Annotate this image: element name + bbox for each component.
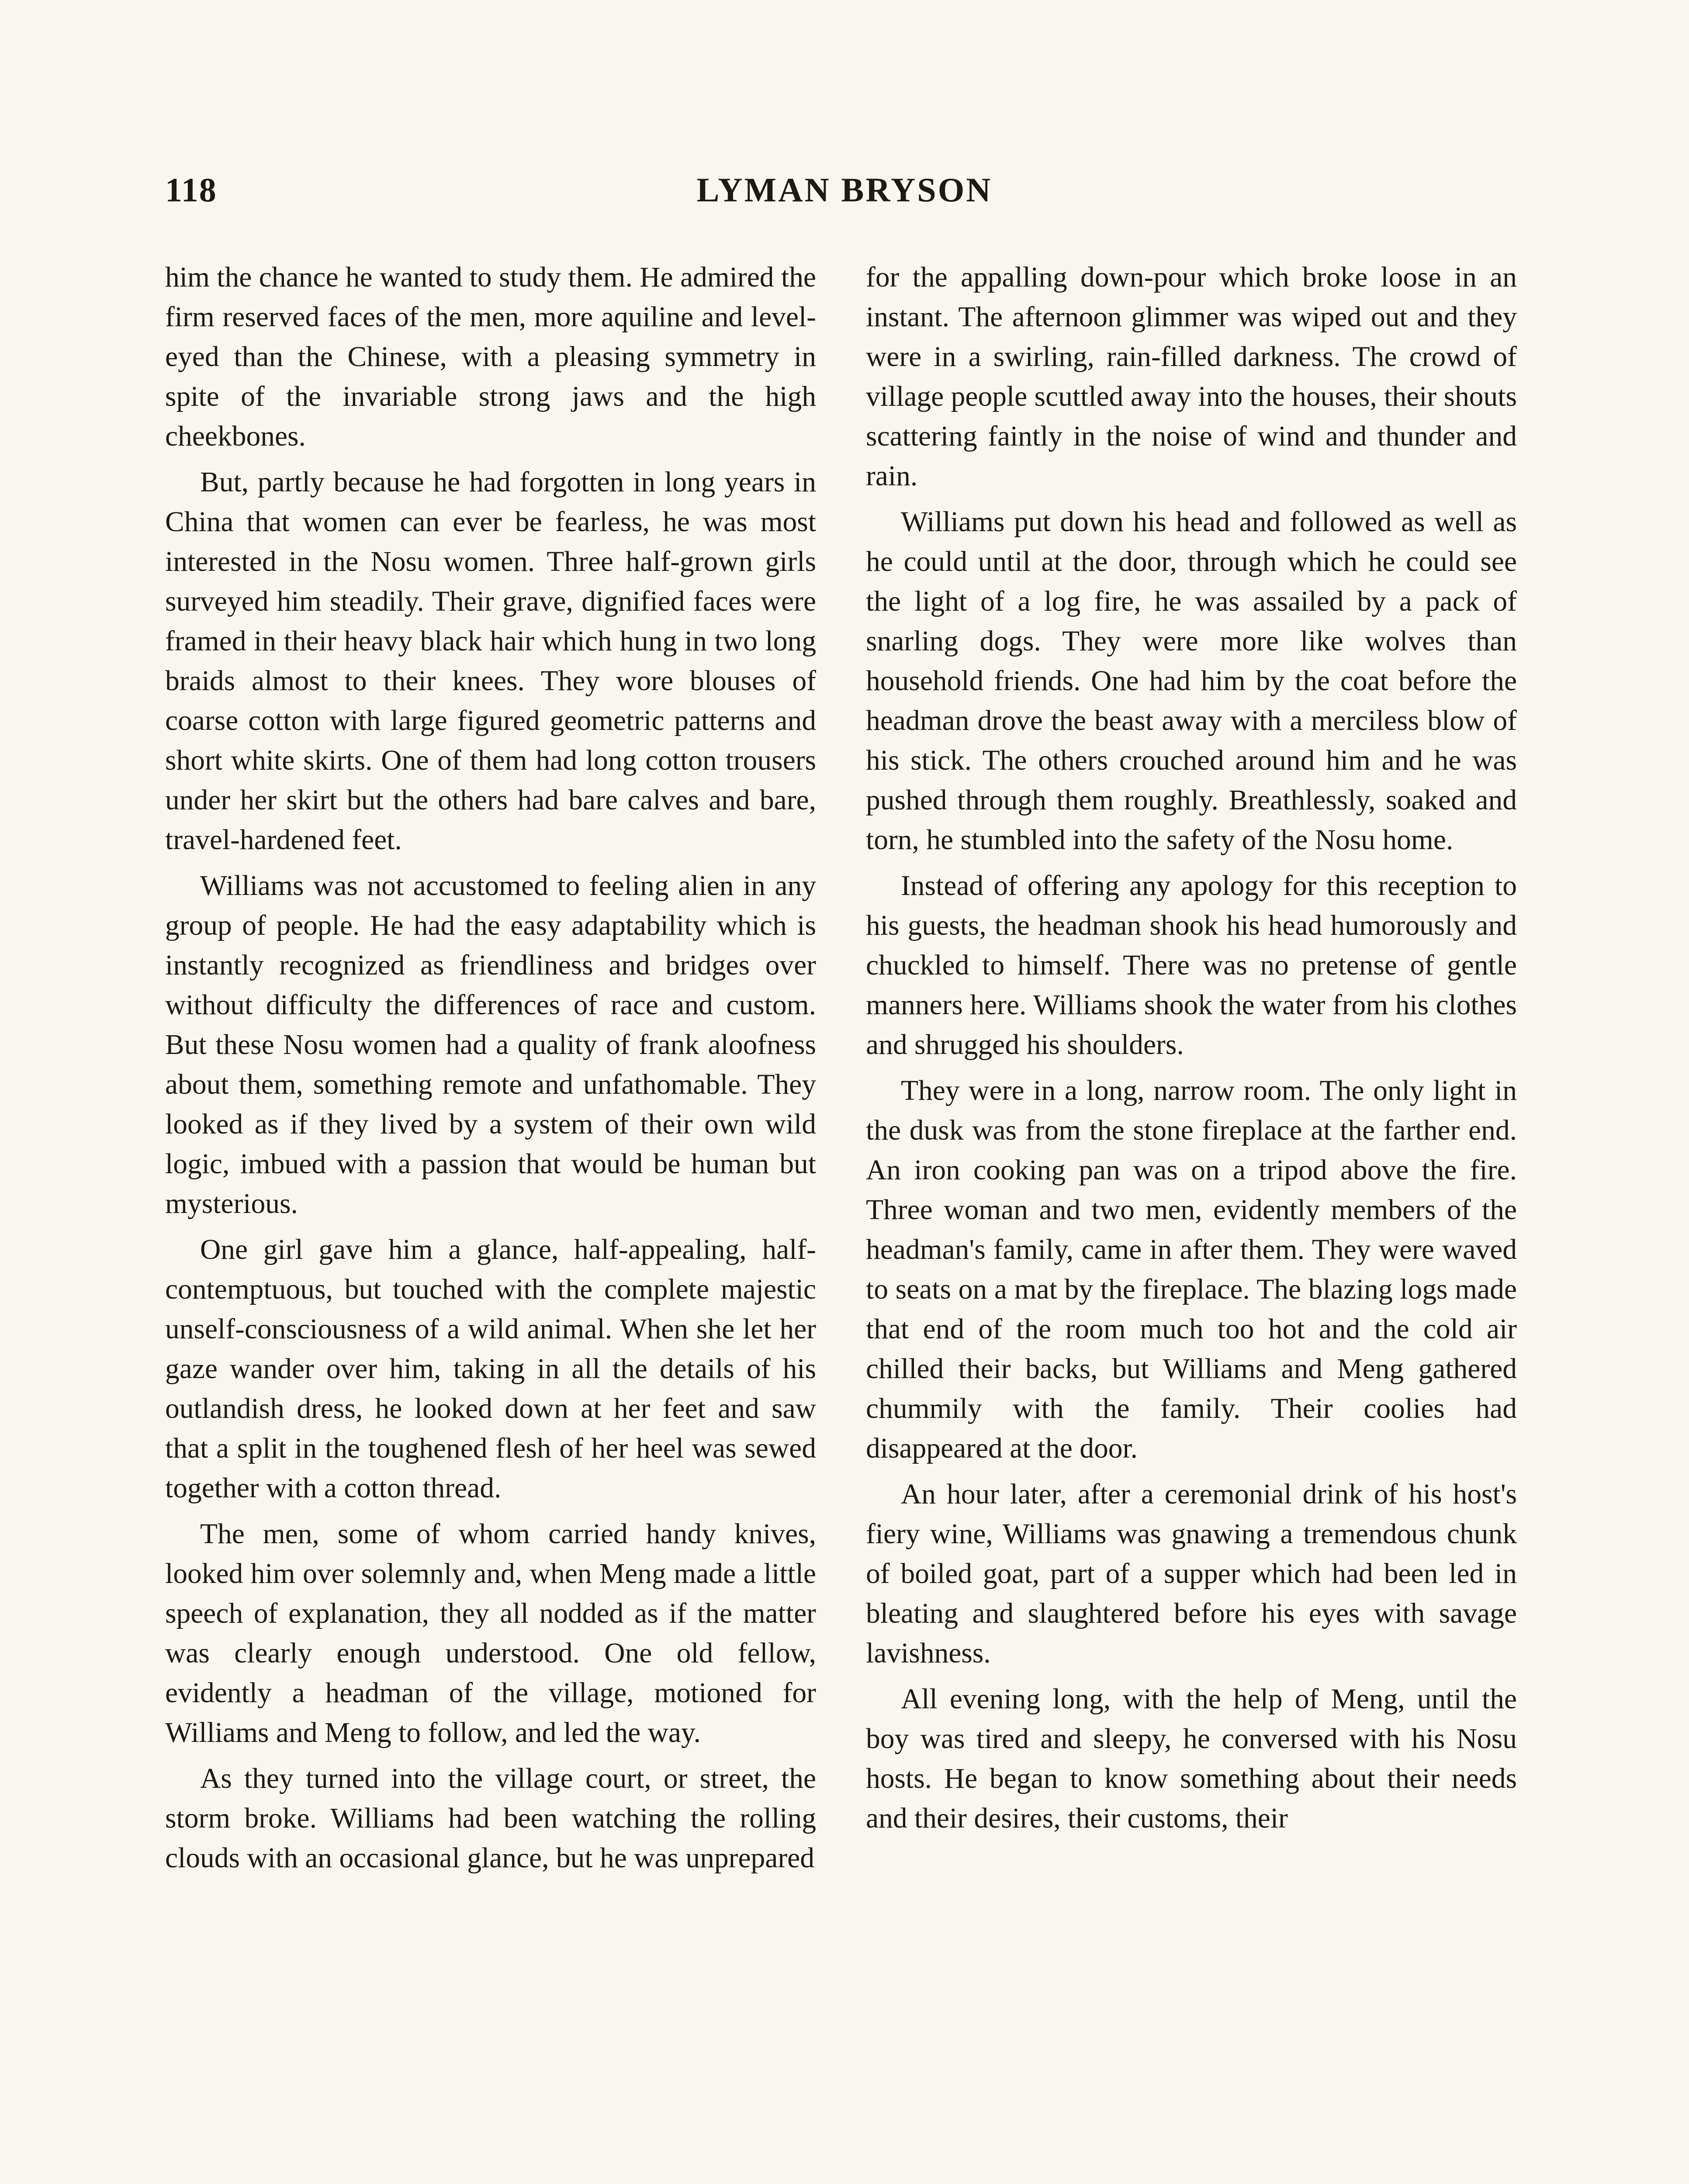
paragraph: They were in a long, narrow room. The only light in the dusk was from the stone fireplace at the farther end. An iron cooking pan was on a tripod above the fire. Three woman and two men, evidently members of the headman's family, came in after them. They were waved to seats on a mat by the fireplace. The blazing logs made that end of the room much too hot and the cold air chilled their backs, but Williams and Meng gathered chummily with the family. Their coolies had disappeared at the door. [866,1075,1517,1464]
paragraph: for the appalling down-pour which broke loose in an instant. The afternoon glimmer was wiped out and they were in a swirling, rain-filled darkness. The crowd of village people scuttled away into the houses, their shouts scattering faintly in the noise of wind and thunder and rain. [866,262,1517,492]
paragraph: The men, some of whom carried handy knives, looked him over solemnly and, when Meng made a little speech of explanation, they all nodded as if the matter was clearly enough understood. One old fellow, evidently a headman of the village, motioned for Williams and Meng to follow, and led the way. [165,1518,816,1749]
paragraph: As they turned into the village court, or street, the storm broke. Williams had been watching the rolling clouds with an occasional glance, but he was unprepared [165,1763,816,1874]
paragraph: An hour later, after a ceremonial drink of his host's fiery wine, Williams was gnawing a tremendous chunk of boiled goat, part of a supper which had been led in bleating and slaughtered before his eyes with savage lavishness. [866,1479,1517,1669]
page-number: 118 [165,171,217,209]
left-column [165,258,816,1884]
running-head: LYMAN BRYSON [696,171,993,209]
right-column [866,258,1517,1845]
paragraph: Williams was not accustomed to feeling alien in any group of people. He had the easy adaptability which is instantly recognized as friendliness and bridges over without difficulty the differences of race and custom. But these Nosu women had a quality of frank aloofness about them, something remote and unfathomable. They looked as if they lived by a system of their own wild logic, imbued with a passion that would be human but mysterious. [165,870,816,1220]
paragraph: But, partly because he had forgotten in long years in China that women can ever be fearless, he was most interested in the Nosu women. Three half-grown girls surveyed him steadily. Their grave, dignified faces were framed in their heavy black hair which hung in two long braids almost to their knees. They wore blouses of coarse cotton with large figured geometric patterns and short white skirts. One of them had long cotton trousers under her skirt but the others had bare calves and bare, travel-hardened feet. [165,467,816,856]
paragraph: All evening long, with the help of Meng, until the boy was tired and sleepy, he conversed with his Nosu hosts. He began to know something about their needs and their desires, their customs, their [866,1683,1517,1834]
page-header [165,170,1524,223]
paragraph: him the chance he wanted to study them. He admired the firm reserved faces of the men, more aquiline and level-eyed than the Chinese, with a pleasing symmetry in spite of the invariable strong jaws and the high cheekbones. [165,262,816,452]
paragraph: Instead of offering any apology for this reception to his guests, the headman shook his head humorously and chuckled to himself. There was no pretense of gentle manners here. Williams shook the water from his clothes and shrugged his shoulders. [866,870,1517,1061]
paragraph: Williams put down his head and followed as well as he could until at the door, through which he could see the light of a log fire, he was assailed by a pack of snarling dogs. They were more like wolves than household friends. One had him by the coat before the headman drove the beast away with a merciless blow of his stick. The others crouched around him and he was pushed through them roughly. Breathlessly, soaked and torn, he stumbled into the safety of the Nosu home. [866,506,1517,856]
paragraph: One girl gave him a glance, half-appealing, half-contemptuous, but touched with the complete majestic unself-consciousness of a wild animal. When she let her gaze wander over him, taking in all the details of his outlandish dress, he looked down at her feet and saw that a split in the toughened flesh of her heel was sewed together with a cotton thread. [165,1234,816,1504]
